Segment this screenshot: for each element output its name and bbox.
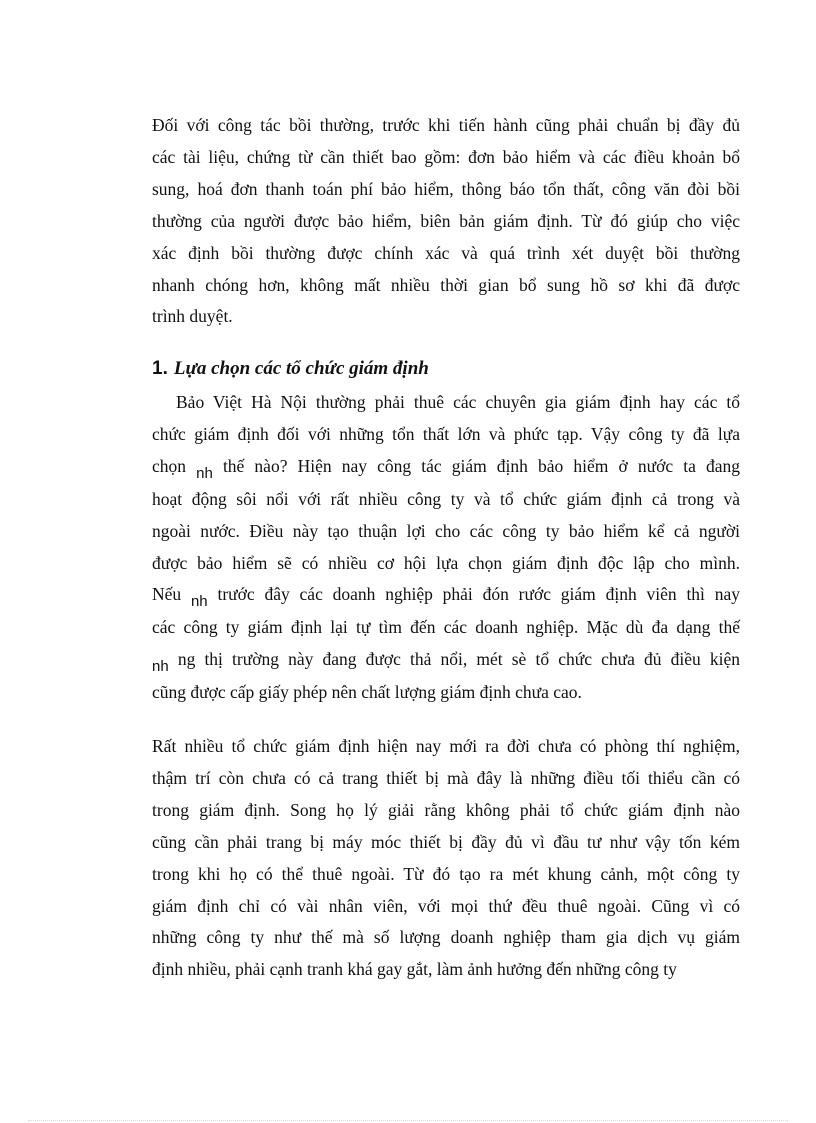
text-line: Đối với công tác bồi thường, trước khi tiến hành cũng phải chuẩn bị đầy đủ: [152, 115, 740, 135]
text-line: [152, 644, 740, 677]
text-line: những công ty như thế mà số lượng doanh nghiệp tham gia dịch vụ giám: [152, 927, 740, 948]
text-segment: Nếu: [152, 584, 191, 605]
text-line: [152, 579, 740, 612]
text-segment: ng thị trường này đang được thả nổi, mét sè tổ chức chưa đủ điều kiện: [168, 649, 740, 670]
text-line: các công ty giám định lại tự tìm đến các doanh nghiệp. Mặc dù đa dạng thế: [152, 617, 740, 638]
text-line: thậm trí còn chưa có cả trang thiết bị mà đây là những điều tối thiểu cần có: [152, 767, 740, 788]
text-line: sung, hoá đơn thanh toán phí bảo hiểm, thông báo tổn thất, công văn đòi bồi: [152, 178, 740, 199]
text-segment: trước đây các doanh nghiệp phải đón rước giám định viên thì nay: [207, 584, 740, 605]
text-fragment: nh: [152, 658, 169, 676]
text-line: ngoài nước. Điều này tạo thuận lợi cho các công ty bảo hiểm kể cả người: [152, 520, 740, 541]
text-line: xác định bồi thường được chính xác và quá trình xét duyệt bồi thường: [152, 242, 740, 263]
text-line: trong khi họ có thể thuê ngoài. Từ đó tạo ra mét khung cảnh, một công ty: [152, 863, 740, 884]
text-line: [152, 451, 740, 484]
text-line: được bảo hiểm sẽ có nhiều cơ hội lựa chọn giám định độc lập cho mình.: [152, 552, 740, 573]
text-line: giám định chỉ có vài nhân viên, với mọi thứ đều thuê ngoài. Cũng vì có: [152, 895, 740, 916]
text-line: hoạt động sôi nổi với rất nhiều công ty và tổ chức giám định cả trong và: [152, 488, 740, 509]
section-number: 1.: [152, 358, 168, 379]
text-line: chức giám định đối với những tổn thất lớn và phức tạp. Vậy công ty đã lựa: [152, 423, 740, 444]
text-segment: thế nào? Hiện nay công tác giám định bảo hiểm ở nước ta đang: [212, 455, 740, 476]
text-line: trong giám định. Song họ lý giải rằng không phải tổ chức giám định nào: [152, 799, 740, 820]
paragraph-claims-preparation: [152, 110, 740, 333]
text-line: Bảo Việt Hà Nội thường phải thuê các chuyên gia giám định hay các tổ: [176, 392, 740, 412]
text-segment: chọn: [152, 455, 197, 476]
text-line: các tài liệu, chứng từ cần thiết bao gồm: đơn bảo hiểm và các điều khoản bổ: [152, 146, 740, 167]
section-title: Lựa chọn các tổ chức giám định: [173, 358, 429, 379]
text-fragment: nh: [190, 593, 208, 611]
text-line: thường của người được bảo hiểm, biên bản giám định. Từ đó giúp cho việc: [152, 210, 740, 231]
section-heading: [152, 354, 740, 384]
paragraph-appraisal-selection: [152, 387, 740, 709]
text-line: nhanh chóng hơn, không mất nhiều thời gian bổ sung hồ sơ khi đã được: [152, 274, 740, 295]
text-line: cũng cần phải trang bị máy móc thiết bị đầy đủ vì đầu tư như vậy tốn kém: [152, 831, 740, 852]
page-bottom-divider: [28, 1120, 788, 1121]
text-line: cũng được cấp giấy phép nên chất lượng giám định chưa cao.: [152, 682, 582, 703]
text-line: Rất nhiều tổ chức giám định hiện nay mới ra đời chưa có phòng thí nghiệm,: [152, 736, 740, 756]
text-line: trình duyệt.: [152, 306, 233, 327]
paragraph-appraisal-organizations: [152, 731, 740, 986]
text-fragment: nh: [196, 464, 213, 482]
text-line: định nhiều, phải cạnh tranh khá gay gắt, làm ảnh hưởng đến những công ty: [152, 959, 677, 980]
